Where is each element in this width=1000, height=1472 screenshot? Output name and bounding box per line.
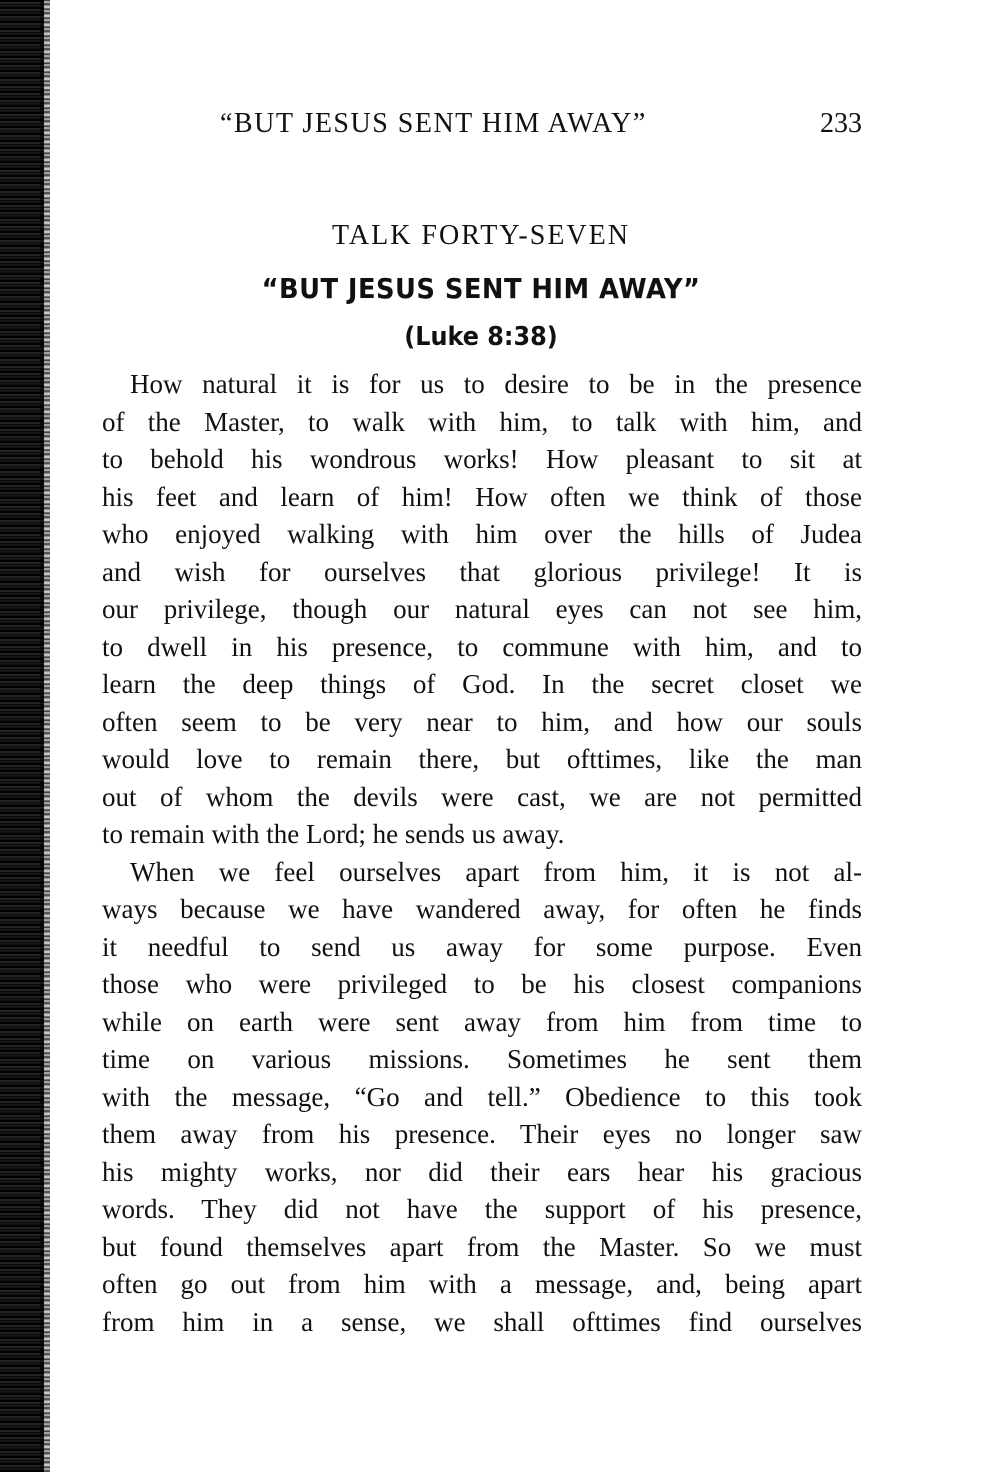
scripture-reference: (Luke 8:38) [404, 322, 558, 352]
talk-number: TALK FORTY-SEVEN [332, 220, 630, 251]
text-line: them away from his presence. Their eyes no longer saw [102, 1119, 862, 1149]
text-line: to remain with the Lord; he sends us away. [102, 819, 565, 849]
text-line: while on earth were sent away from him from time to [102, 1006, 862, 1037]
text-line: it needful to send us away for some purpose. Even [102, 931, 862, 962]
text-line: and wish for ourselves that glorious privilege! It is [102, 556, 862, 587]
text-line: our privilege, though our natural eyes can not see him, [102, 594, 862, 624]
text-line: often seem to be very near to him, and how our souls [102, 706, 862, 737]
text-line: words. They did not have the support of his presence, [102, 1194, 862, 1224]
text-line: learn the deep things of God. In the secret closet we [102, 669, 862, 699]
text-line: of the Master, to walk with him, to talk with him, and [102, 406, 862, 437]
text-line: How natural it is for us to desire to be in the presence [130, 369, 862, 399]
text-line: ways because we have wandered away, for often he finds [102, 894, 862, 924]
text-line: When we feel ourselves apart from him, it is not al- [130, 856, 862, 887]
text-line: with the message, “Go and tell.” Obedience to this took [102, 1081, 862, 1112]
text-line: his feet and learn of him! How often we think of those [102, 481, 862, 512]
page-number: 233 [820, 108, 862, 139]
body-text [102, 366, 862, 1341]
text-line: who enjoyed walking with him over the hills of Judea [102, 519, 862, 549]
text-line: but found themselves apart from the Master. So we must [102, 1231, 862, 1262]
text-line: from him in a sense, we shall ofttimes find ourselves [102, 1306, 862, 1337]
text-line: his mighty works, nor did their ears hear his gracious [102, 1156, 862, 1187]
text-line: those who were privileged to be his closest companions [102, 969, 862, 999]
chapter-title: “BUT JESUS SENT HIM AWAY” [261, 272, 701, 305]
text-line: to behold his wondrous works! How pleasant to sit at [102, 444, 862, 474]
running-head-title: “BUT JESUS SENT HIM AWAY” [220, 108, 647, 139]
text-line: out of whom the devils were cast, we are not permitted [102, 781, 862, 812]
text-line: would love to remain there, but ofttimes, like the man [102, 744, 862, 774]
binding-edge [0, 0, 44, 1472]
text-line: to dwell in his presence, to commune with him, and to [102, 631, 862, 662]
text-line: time on various missions. Sometimes he sent them [102, 1044, 862, 1074]
text-line: often go out from him with a message, and, being apart [102, 1269, 862, 1299]
running-head [220, 108, 862, 148]
